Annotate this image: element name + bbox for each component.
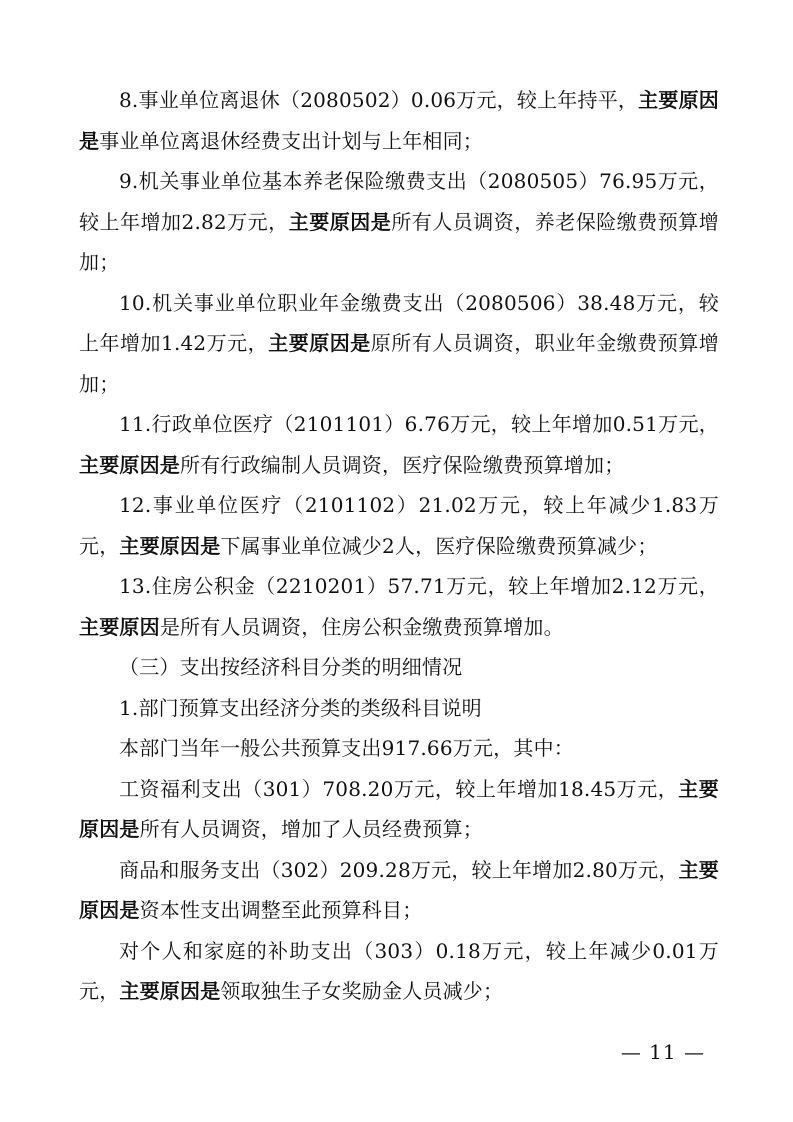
item-reason-text: 是所有人员调资，住房公积金缴费预算增加。 [159, 614, 564, 639]
item-text: 13.住房公积金（2210201）57.71万元，较上年增加2.12万元， [119, 574, 719, 598]
item-reason-label: 主要原因是 [268, 331, 371, 355]
item-reason-label: 主要原因是 [119, 533, 221, 558]
item-reason-text: 事业单位离退休经费支出计划与上年相同； [99, 128, 484, 153]
paragraph-econ-303 [79, 931, 719, 1012]
item-text: 工资福利支出（301）708.20万元，较上年增加18.45万元， [119, 776, 679, 801]
paragraph-item-8 [79, 80, 719, 161]
item-reason-text: 所有人员调资，增加了人员经费预算； [139, 817, 484, 841]
paragraph-item-13 [79, 566, 719, 647]
item-reason-label: 主要原因是 [79, 88, 719, 153]
item-text: 9.机关事业单位基本养老保险缴费支出（2080505）76.95万元，较上年增加2.82万元， [79, 169, 719, 234]
item-reason-label: 主要原因是 [119, 979, 221, 1003]
intro-paragraph: 本部门当年一般公共预算支出917.66万元，其中： [119, 736, 574, 760]
item-reason-label: 主要原因是 [288, 209, 392, 234]
paragraph-econ-302 [79, 850, 719, 931]
item-reason-label: 主要原因是 [79, 857, 719, 922]
item-reason-text: 资本性支出调整至此预算科目； [139, 898, 423, 922]
item-reason-text: 下属事业单位减少2人，医疗保险缴费预算减少； [220, 533, 658, 558]
paragraph-item-10 [79, 283, 719, 405]
item-reason-label: 主要原因是 [79, 776, 719, 841]
item-text: 商品和服务支出（302）209.28万元，较上年增加2.80万元， [119, 857, 679, 882]
paragraph-econ-301 [79, 769, 719, 850]
sub-heading: 1.部门预算支出经济分类的类级科目说明 [119, 695, 482, 720]
item-text: 10.机关事业单位职业年金缴费支出（2080506）38.48万元，较上年增加1.42万元， [79, 290, 719, 355]
document-body [79, 80, 719, 1012]
item-text: 11.行政单位医疗（2101101）6.76万元，较上年增加0.51万元， [119, 412, 719, 436]
paragraph-item-9 [79, 161, 719, 283]
item-reason-text: 领取独生子女奖励金人员减少； [220, 979, 504, 1003]
item-text: 12.事业单位医疗（2101102）21.02万元，较上年减少1.83万元， [79, 493, 719, 558]
paragraph-item-11 [79, 404, 719, 485]
item-text: 对个人和家庭的补助支出（303）0.18万元，较上年减少0.01万元， [79, 938, 719, 1003]
item-reason-text: 所有人员调资，养老保险缴费预算增加； [79, 209, 720, 274]
section-heading: （三）支出按经济科目分类的明细情况 [119, 655, 463, 679]
paragraph-item-12 [79, 485, 719, 566]
item-reason-label: 主要原因是 [79, 452, 180, 477]
page-number: — 11 — [620, 1040, 705, 1064]
item-reason-label: 主要原因 [79, 614, 160, 639]
item-reason-text: 所有行政编制人员调资，医疗保险缴费预算增加； [180, 452, 625, 477]
item-reason-text: 原所有人员调资，职业年金缴费预算增加； [79, 331, 720, 396]
item-text: 8.事业单位离退休（2080502）0.06万元，较上年持平， [119, 88, 639, 112]
